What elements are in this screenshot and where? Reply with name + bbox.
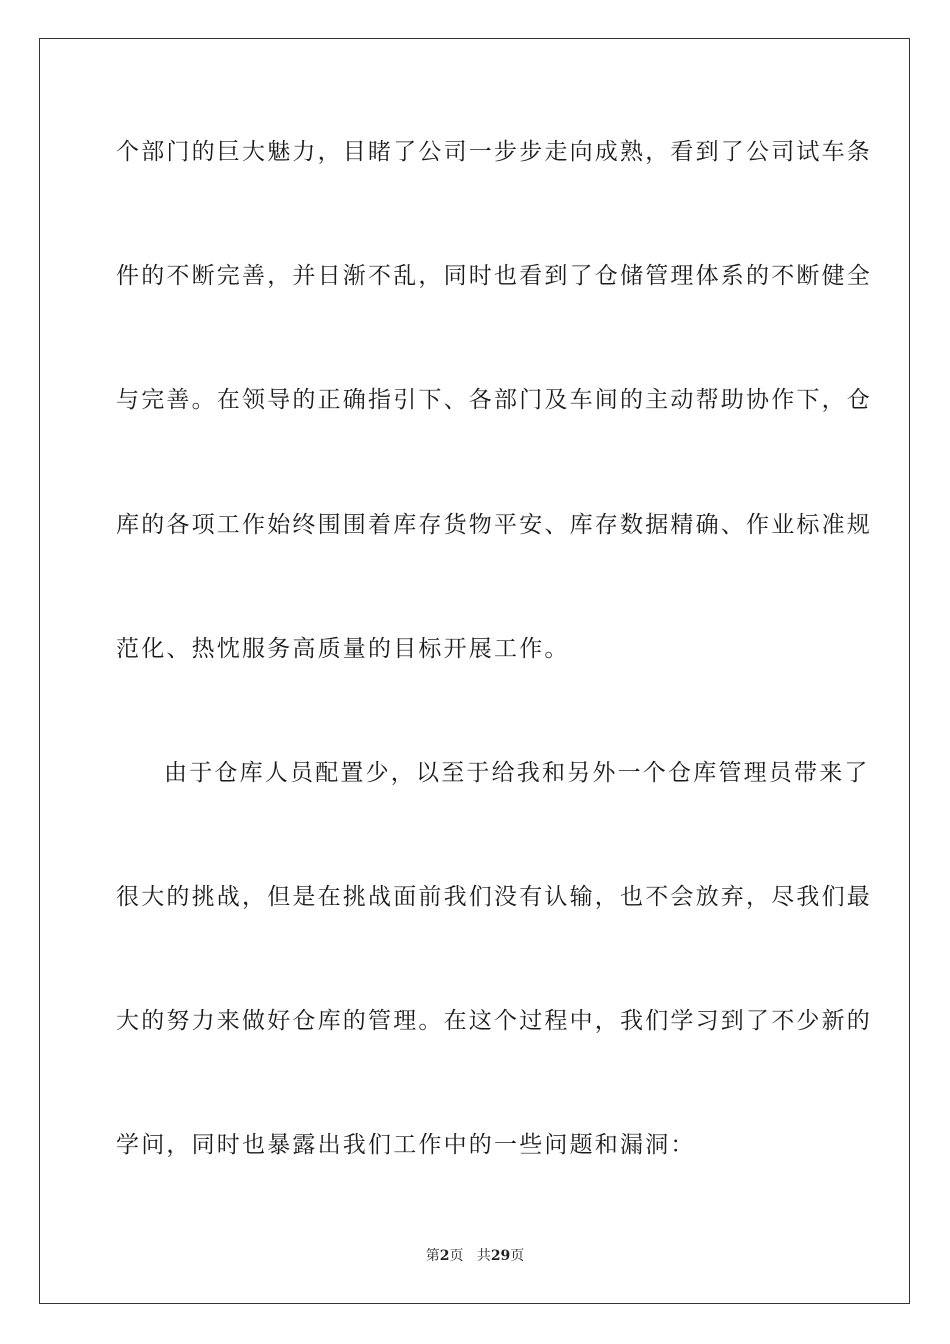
page-border: [39, 38, 910, 1304]
text-line: 库的各项工作始终围围着库存货物平安、库存数据精确、作业标准规: [116, 512, 872, 538]
current-page-number: 2: [439, 1248, 450, 1264]
text-line: 与完善。在领导的正确指引下、各部门及车间的主动帮助协作下，仓: [116, 387, 872, 413]
text-line: 件的不断完善，并日渐不乱，同时也看到了仓储管理体系的不断健全: [116, 263, 872, 289]
footer-page-suffix: 页: [449, 1248, 464, 1264]
text-line: 范化、热忱服务高质量的目标开展工作。: [116, 636, 570, 662]
footer-prefix: 第: [425, 1248, 440, 1264]
text-line: 很大的挑战，但是在挑战面前我们没有认输，也不会放弃，尽我们最: [116, 884, 872, 910]
paragraph-first-line: 由于仓库人员配置少，以至于给我和另外一个仓库管理员带来了: [164, 760, 870, 786]
total-page-count: 29: [490, 1248, 511, 1264]
footer-total-prefix: 共: [476, 1248, 491, 1264]
page-footer: [0, 1247, 950, 1265]
text-line: 个部门的巨大魅力，目睹了公司一步步走向成熟，看到了公司试车条: [116, 139, 872, 165]
footer-total-suffix: 页: [510, 1248, 525, 1264]
text-line: 大的努力来做好仓库的管理。在这个过程中，我们学习到了不少新的: [116, 1008, 872, 1034]
text-line: 学问，同时也暴露出我们工作中的一些问题和漏洞：: [116, 1132, 696, 1158]
